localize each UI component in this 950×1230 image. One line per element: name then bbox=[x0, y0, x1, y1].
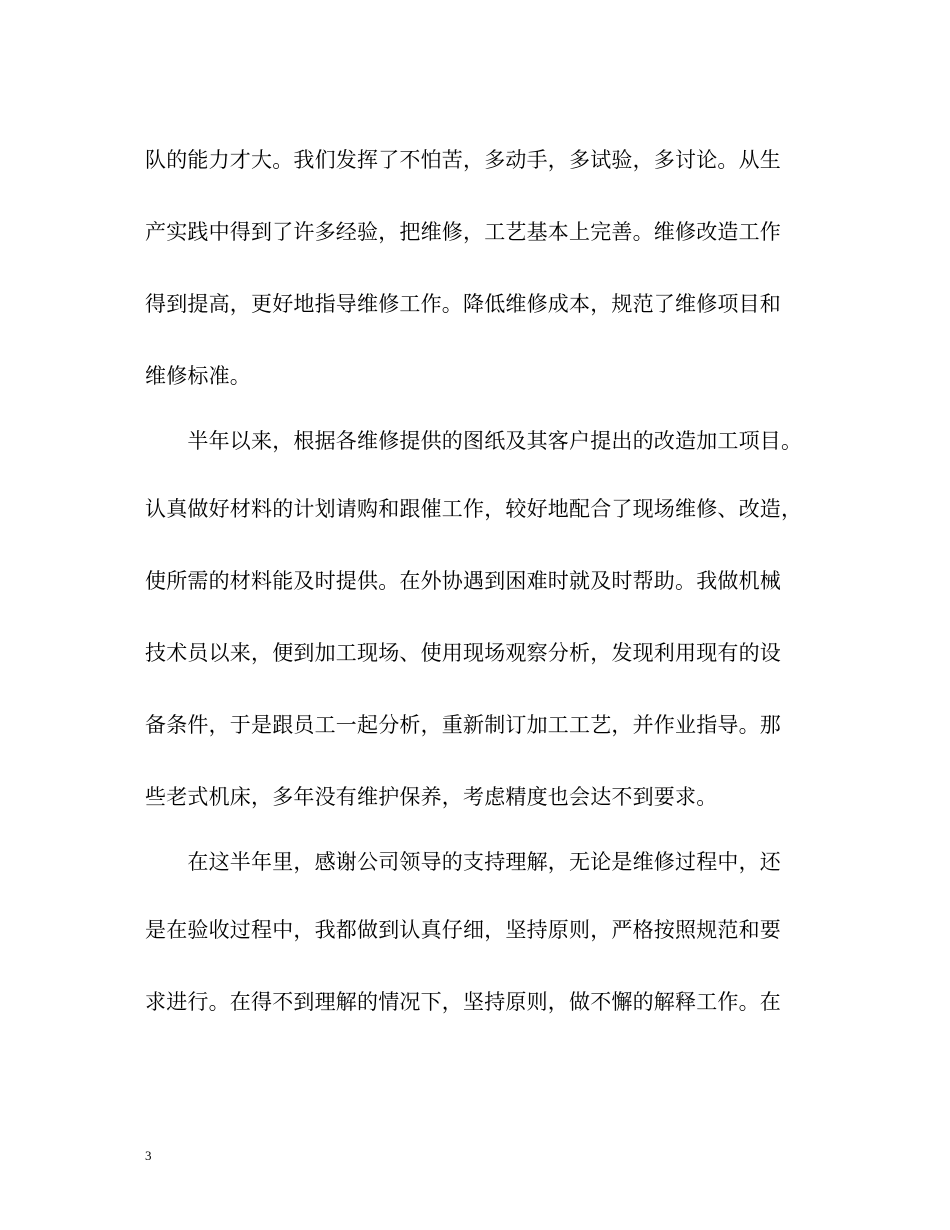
text-line: 产实践中得到了许多经验，把维修，工艺基本上完善。维修改造工作 bbox=[145, 220, 781, 244]
text-line: 队的能力才大。我们发挥了不怕苦，多动手，多试验，多讨论。从生 bbox=[145, 148, 781, 172]
text-line: 技术员以来，便到加工现场、使用现场观察分析，发现利用现有的设 bbox=[145, 641, 781, 665]
text-line: 半年以来，根据各维修提供的图纸及其客户提出的改造加工项目。 bbox=[145, 429, 803, 453]
text-line: 备条件，于是跟员工一起分析，重新制订加工工艺，并作业指导。那 bbox=[145, 713, 781, 737]
text-line: 维修标准。 bbox=[145, 364, 251, 388]
text-line: 求进行。在得不到理解的情况下，坚持原则，做不懈的解释工作。在 bbox=[145, 990, 781, 1014]
text-line: 认真做好材料的计划请购和跟催工作，较好地配合了现场维修、改造， bbox=[145, 497, 803, 521]
text-line: 些老式机床，多年没有维护保养，考虑精度也会达不到要求。 bbox=[145, 785, 718, 809]
text-line: 是在验收过程中，我都做到认真仔细，坚持原则，严格按照规范和要 bbox=[145, 918, 781, 942]
text-line: 得到提高，更好地指导维修工作。降低维修成本，规范了维修项目和 bbox=[145, 292, 781, 316]
text-line: 在这半年里，感谢公司领导的支持理解，无论是维修过程中，还 bbox=[145, 850, 781, 874]
text-line: 使所需的材料能及时提供。在外协遇到困难时就及时帮助。我做机械 bbox=[145, 569, 781, 593]
page-number: 3 bbox=[145, 1148, 152, 1163]
